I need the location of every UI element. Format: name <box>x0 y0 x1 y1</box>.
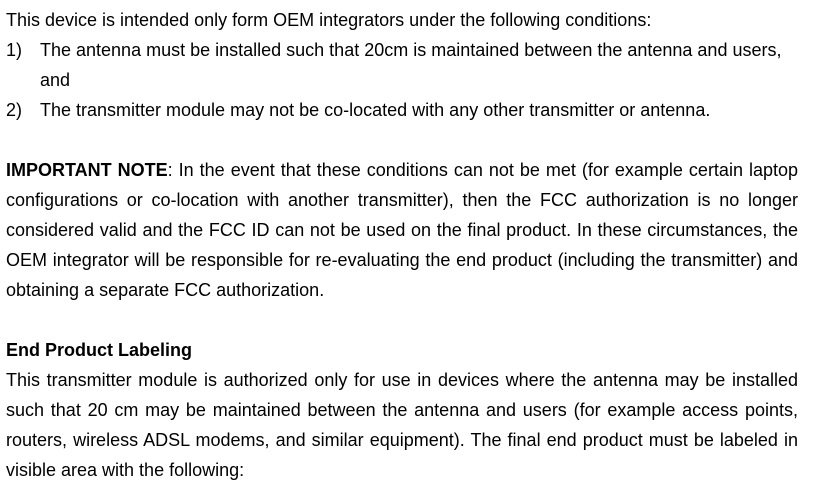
list-item-number: 1) <box>6 40 23 60</box>
conditions-list <box>6 35 798 125</box>
important-note-text: : In the event that these conditions can not be met (for example certain laptop configurations or co-location with another transmitter), then the FCC authorization is no longer considered valid and the FCC ID can not be used on the final product. In these circumstances, the OEM integrator will be responsible for re-evaluating the end product (including the transmitter) and obtaining a separate FCC authorization. <box>6 160 798 300</box>
section-heading: End Product Labeling <box>6 340 193 360</box>
list-item-number: 2) <box>6 100 23 120</box>
intro-paragraph: This device is intended only form OEM integrators under the following conditions: <box>6 10 652 30</box>
list-item <box>6 95 798 125</box>
paragraph-spacer <box>6 125 798 155</box>
list-item-text: The transmitter module may not be co-located with any other transmitter or antenna. <box>40 100 711 120</box>
list-item-text: The antenna must be installed such that 20cm is maintained between the antenna and users, and <box>40 40 782 90</box>
important-note-paragraph <box>6 155 798 305</box>
labeling-paragraph: This transmitter module is authorized only for use in devices where the antenna may be installed such that 20 cm may be maintained between the antenna and users (for example access points, routers, wireless ADSL modems, and similar equipment). The final end product must be labeled in visible area with the following: <box>6 370 798 480</box>
list-item <box>6 35 798 95</box>
important-note-label: IMPORTANT NOTE <box>6 160 168 180</box>
document-page <box>6 5 798 485</box>
paragraph-spacer <box>6 305 798 335</box>
